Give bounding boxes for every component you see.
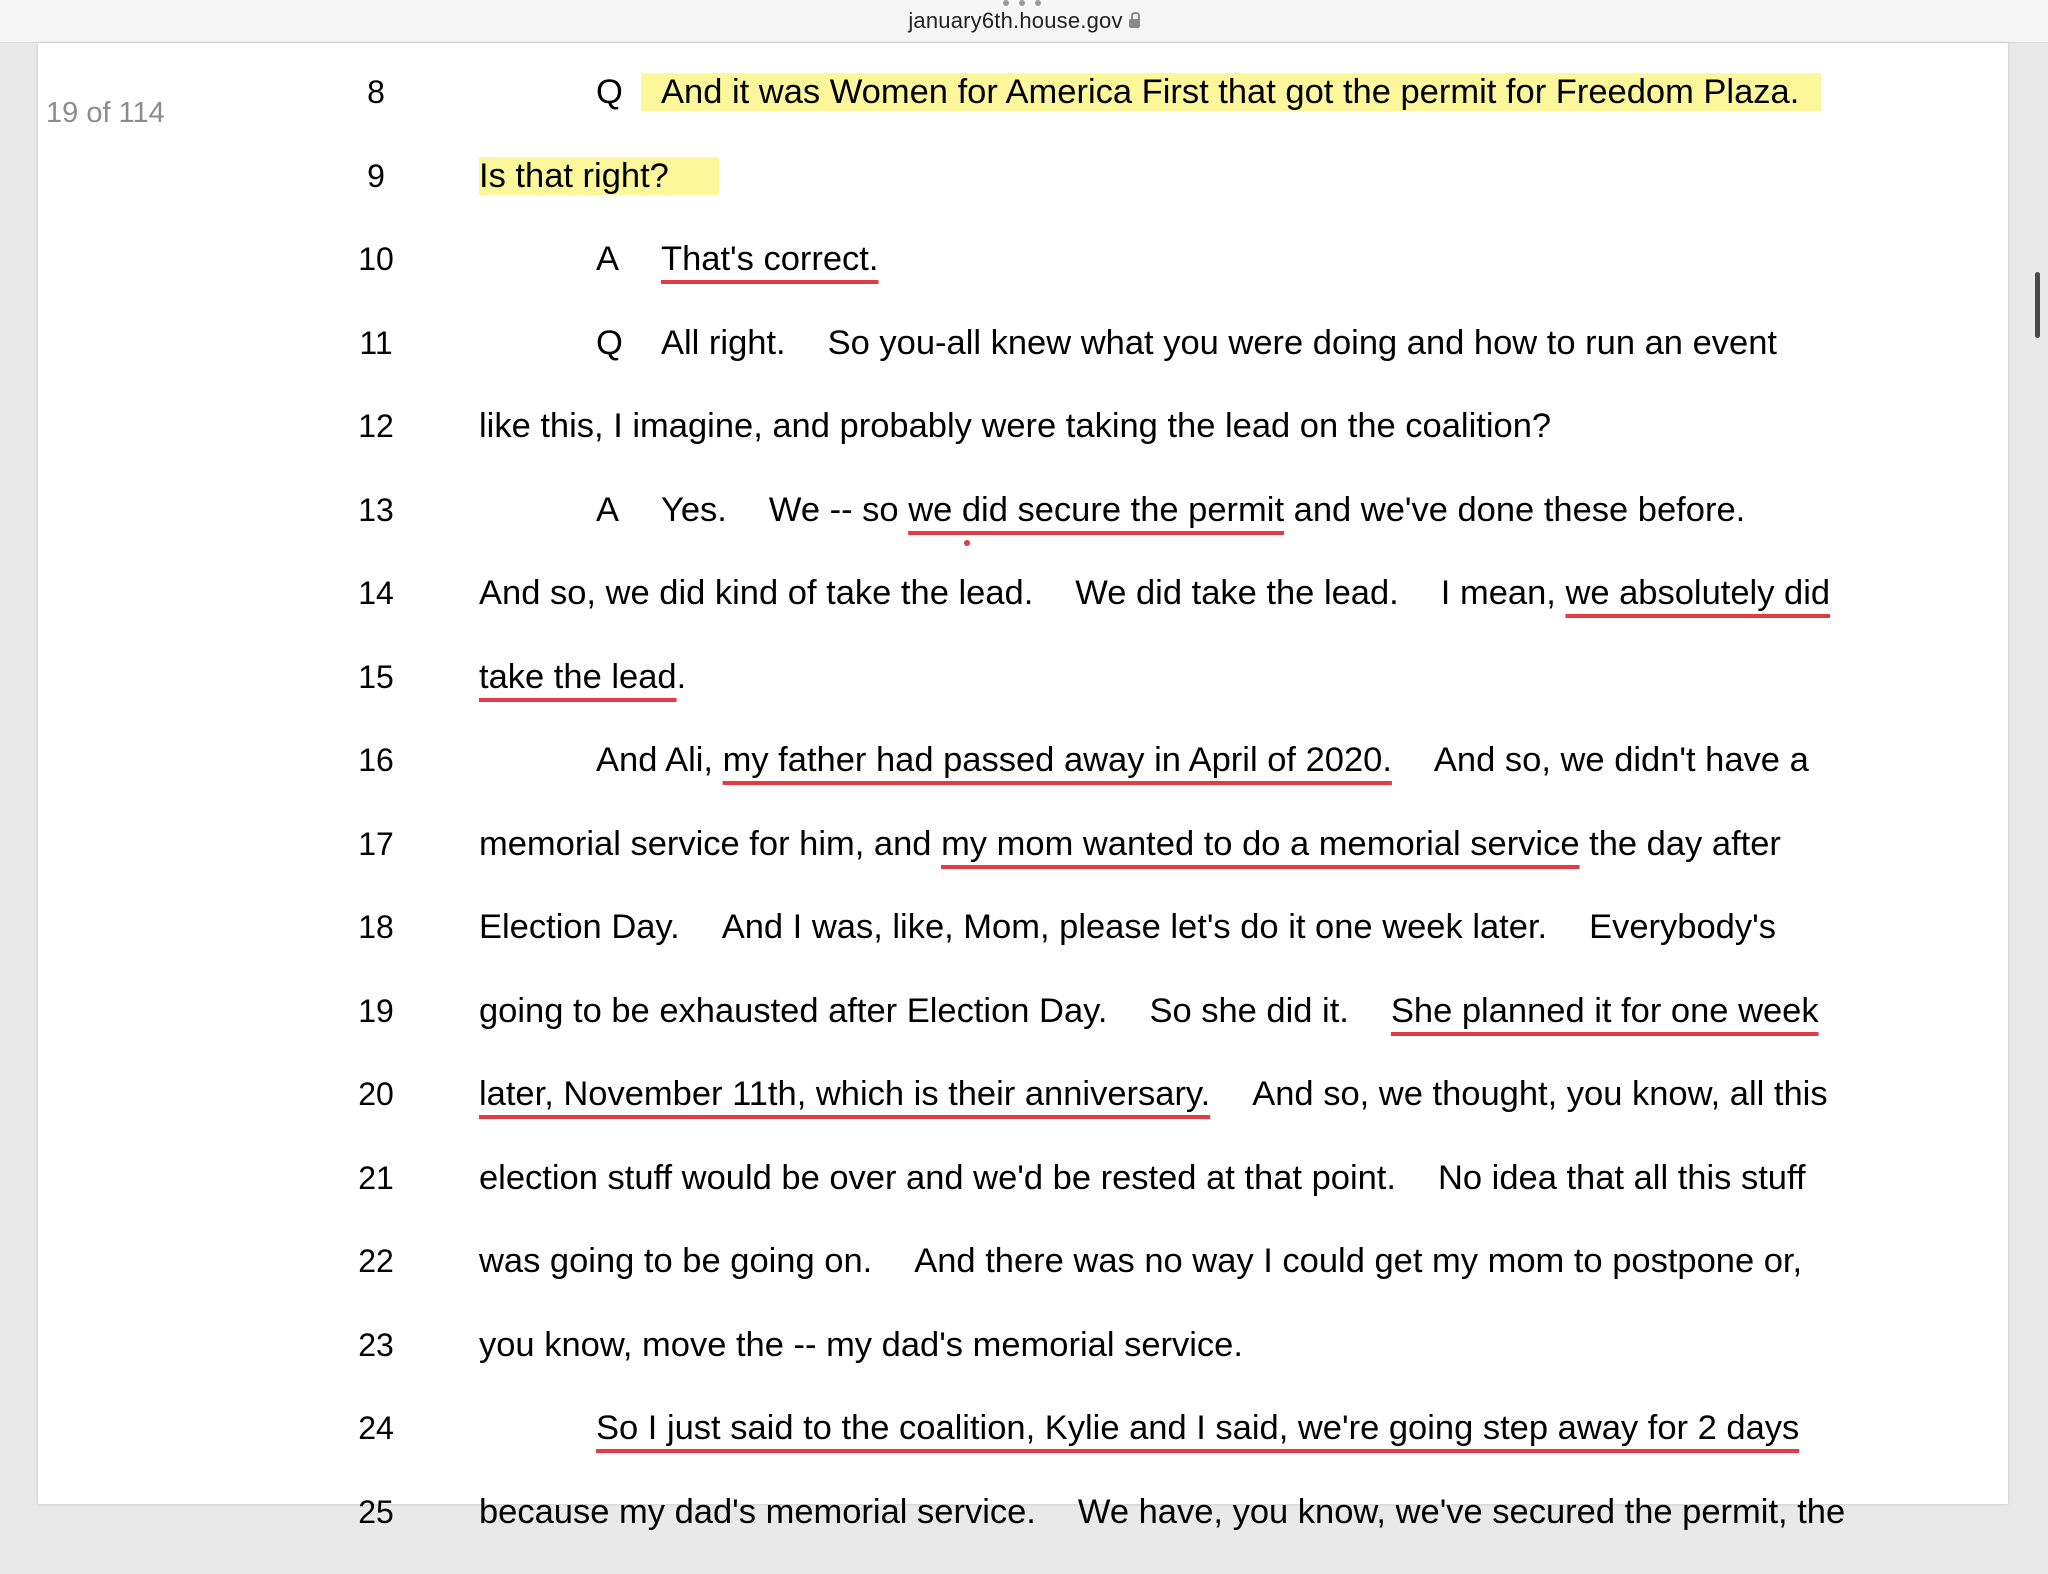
underlined-text: my mom wanted to do a memorial service (941, 825, 1580, 863)
line-text (479, 989, 1819, 1033)
text-span: And so, we didn't have a (1433, 741, 1809, 779)
text-span: going to be exhausted after Election Day. (479, 992, 1108, 1030)
transcript-line (38, 154, 2008, 238)
line-number: 10 (358, 241, 394, 277)
text-span: And so, we thought, you know, all this (1252, 1075, 1828, 1113)
transcript-line (38, 237, 2008, 321)
speaker-mark: Q (596, 324, 623, 362)
text-span: And I was, like, Mom, please let's do it one week later. (721, 908, 1548, 946)
transcript-line (38, 1490, 2008, 1574)
transcript-line (38, 822, 2008, 906)
speaker-mark: Q (596, 73, 623, 111)
underlined-text: later, November 11th, which is their anniversary. (479, 1075, 1211, 1113)
text-span: No idea that all this stuff (1437, 1159, 1806, 1197)
text-span: And Ali, (596, 741, 723, 779)
transcript-line (38, 70, 2008, 154)
text-span: I mean, (1440, 574, 1566, 612)
transcript-line (38, 1156, 2008, 1240)
line-number: 18 (358, 909, 394, 945)
underlined-text: She planned it for one week (1390, 992, 1819, 1030)
underlined-text: So I just said to the coalition, Kylie and I said, we're going step away for 2 days (596, 1409, 1800, 1447)
underlined-text: take the lead (479, 658, 677, 696)
text-span: was going to be going on. (479, 1242, 873, 1280)
text-span: And there was no way I could get my mom to postpone or, (914, 1242, 1803, 1280)
document-page (38, 43, 2008, 1531)
speaker-mark: A (596, 240, 620, 278)
line-text: like this, I imagine, and probably were taking the lead on the coalition? (479, 407, 1552, 445)
text-span: And so, we did kind of take the lead. (479, 574, 1034, 612)
line-text (479, 1072, 1828, 1116)
text-span: because my dad's memorial service. (479, 1493, 1036, 1531)
scrollbar-thumb[interactable] (2035, 272, 2040, 338)
text-span: Election Day. (479, 908, 680, 946)
line-text (479, 738, 1809, 782)
line-text (479, 70, 1821, 114)
highlighted-text: Is that right? (479, 157, 719, 195)
transcript-line (38, 321, 2008, 405)
text-span: So she did it. (1149, 992, 1349, 1030)
line-number: 22 (358, 1243, 394, 1279)
transcript-line (38, 1323, 2008, 1407)
line-text (479, 1490, 1845, 1534)
line-text (479, 655, 686, 699)
text-span: So you-all knew what you were doing and how to run an event (827, 324, 1777, 362)
line-text (479, 905, 1776, 949)
line-number: 12 (358, 408, 394, 444)
underlined-text: we absolutely did (1565, 574, 1831, 612)
transcript-line (38, 738, 2008, 822)
line-number: 17 (358, 826, 394, 862)
text-span: All right. (661, 324, 786, 362)
text-span: election stuff would be over and we'd be rested at that point. (479, 1159, 1396, 1197)
speaker-mark: A (596, 491, 620, 529)
transcript-line (38, 571, 2008, 655)
underlined-text: my father had passed away in April of 2020. (722, 741, 1392, 779)
line-number: 19 (358, 993, 394, 1029)
lock-icon (1129, 19, 1140, 28)
url-display[interactable] (0, 8, 2048, 34)
line-text (479, 822, 1781, 866)
text-span: memorial service for him, and (479, 825, 942, 863)
line-text (479, 1239, 1802, 1283)
underlined-text: we did secure the permit (908, 491, 1285, 529)
line-text (479, 571, 1830, 615)
line-number: 16 (358, 742, 394, 778)
transcript-line (38, 655, 2008, 739)
text-span: We did take the lead. (1075, 574, 1399, 612)
highlighted-text: And it was Women for America First that got the permit for Freedom Plaza. (641, 73, 1821, 111)
line-number: 11 (359, 325, 393, 361)
text-span: We have, you know, we've secured the permit, the (1077, 1493, 1846, 1531)
line-number: 9 (367, 158, 385, 194)
transcript-line (38, 488, 2008, 572)
line-number: 21 (358, 1160, 394, 1196)
line-number: 23 (358, 1327, 394, 1363)
line-text (479, 154, 719, 198)
line-text (479, 321, 1777, 365)
underlined-text: That's correct. (661, 240, 879, 278)
transcript-line (38, 1239, 2008, 1323)
text-span: We -- so (768, 491, 909, 529)
line-number: 13 (358, 492, 394, 528)
line-text (479, 488, 1745, 532)
annotation-dot (964, 540, 970, 546)
url-text: january6th.house.gov (908, 8, 1123, 33)
transcript-line (38, 989, 2008, 1073)
transcript-line (38, 1072, 2008, 1156)
text-span: Yes. (661, 491, 727, 529)
line-text (479, 237, 878, 281)
text-span: Everybody's (1589, 908, 1776, 946)
line-text (479, 1156, 1806, 1200)
tab-grabber-icon[interactable] (1003, 0, 1045, 8)
text-span: and we've done these before. (1284, 491, 1746, 529)
page-indicator: 19 of 114 (38, 91, 173, 136)
line-number: 15 (358, 659, 394, 695)
line-number: 25 (358, 1494, 394, 1530)
line-text (479, 1406, 1799, 1450)
line-number: 14 (358, 575, 394, 611)
text-span: the day after (1579, 825, 1781, 863)
transcript-line (38, 905, 2008, 989)
browser-address-bar (0, 0, 2048, 43)
line-number: 8 (367, 74, 385, 110)
line-number: 20 (358, 1076, 394, 1112)
transcript-line (38, 404, 2008, 488)
line-number: 24 (358, 1410, 394, 1446)
text-span: . (676, 658, 687, 696)
transcript-line (38, 1406, 2008, 1490)
line-text: you know, move the -- my dad's memorial service. (479, 1326, 1243, 1364)
